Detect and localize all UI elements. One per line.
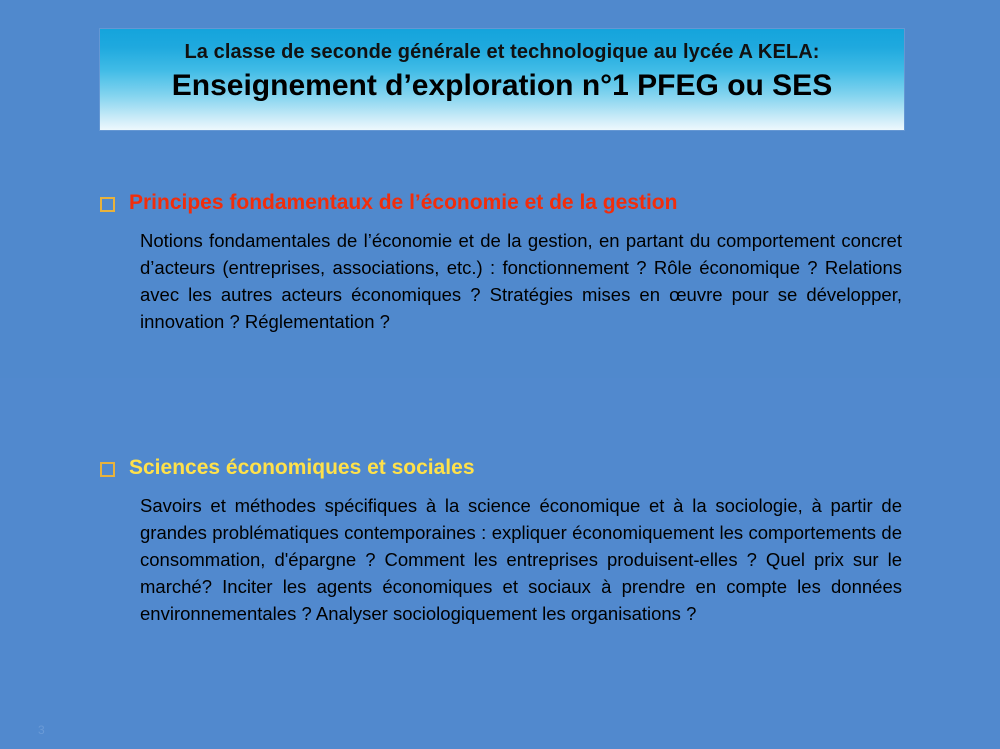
- section-heading: Principes fondamentaux de l’économie et de la gestion: [129, 191, 678, 214]
- title-banner: [100, 29, 904, 130]
- section-heading-row: [100, 455, 904, 480]
- section-ses: [100, 455, 904, 627]
- section-pfeg: [100, 190, 904, 335]
- page-title: Enseignement d’exploration n°1 PFEG ou SES: [171, 69, 833, 102]
- section-body: Notions fondamentales de l’économie et de la gestion, en partant du comportement concret d’acteurs (entreprises, associations, etc.) : fonctionnement ? Rôle économique ? Relations avec les autres acteurs économiques ? Stratégies mises en œuvre pour se développer, innovation ? Réglementation ?: [140, 230, 902, 333]
- section-body: Savoirs et méthodes spécifiques à la science économique et à la sociologie, à partir de grandes problématiques contemporaines : expliquer économiquement les comportements de consommation, d'épargne ? Comment les entreprises produisent-elles ? Quel prix sur le marché? Inciter les agents économiques et sociaux à prendre en compte les données environnementales ? Analyser sociologiquement les organisations ?: [140, 495, 902, 625]
- title-subtitle: La classe de seconde générale et technologique au lycée A KELA:: [184, 41, 820, 63]
- square-bullet-icon: [100, 197, 115, 212]
- section-heading-row: [100, 190, 904, 215]
- page-number: 3: [38, 723, 45, 737]
- section-heading: Sciences économiques et sociales: [129, 456, 475, 479]
- square-bullet-icon: [100, 462, 115, 477]
